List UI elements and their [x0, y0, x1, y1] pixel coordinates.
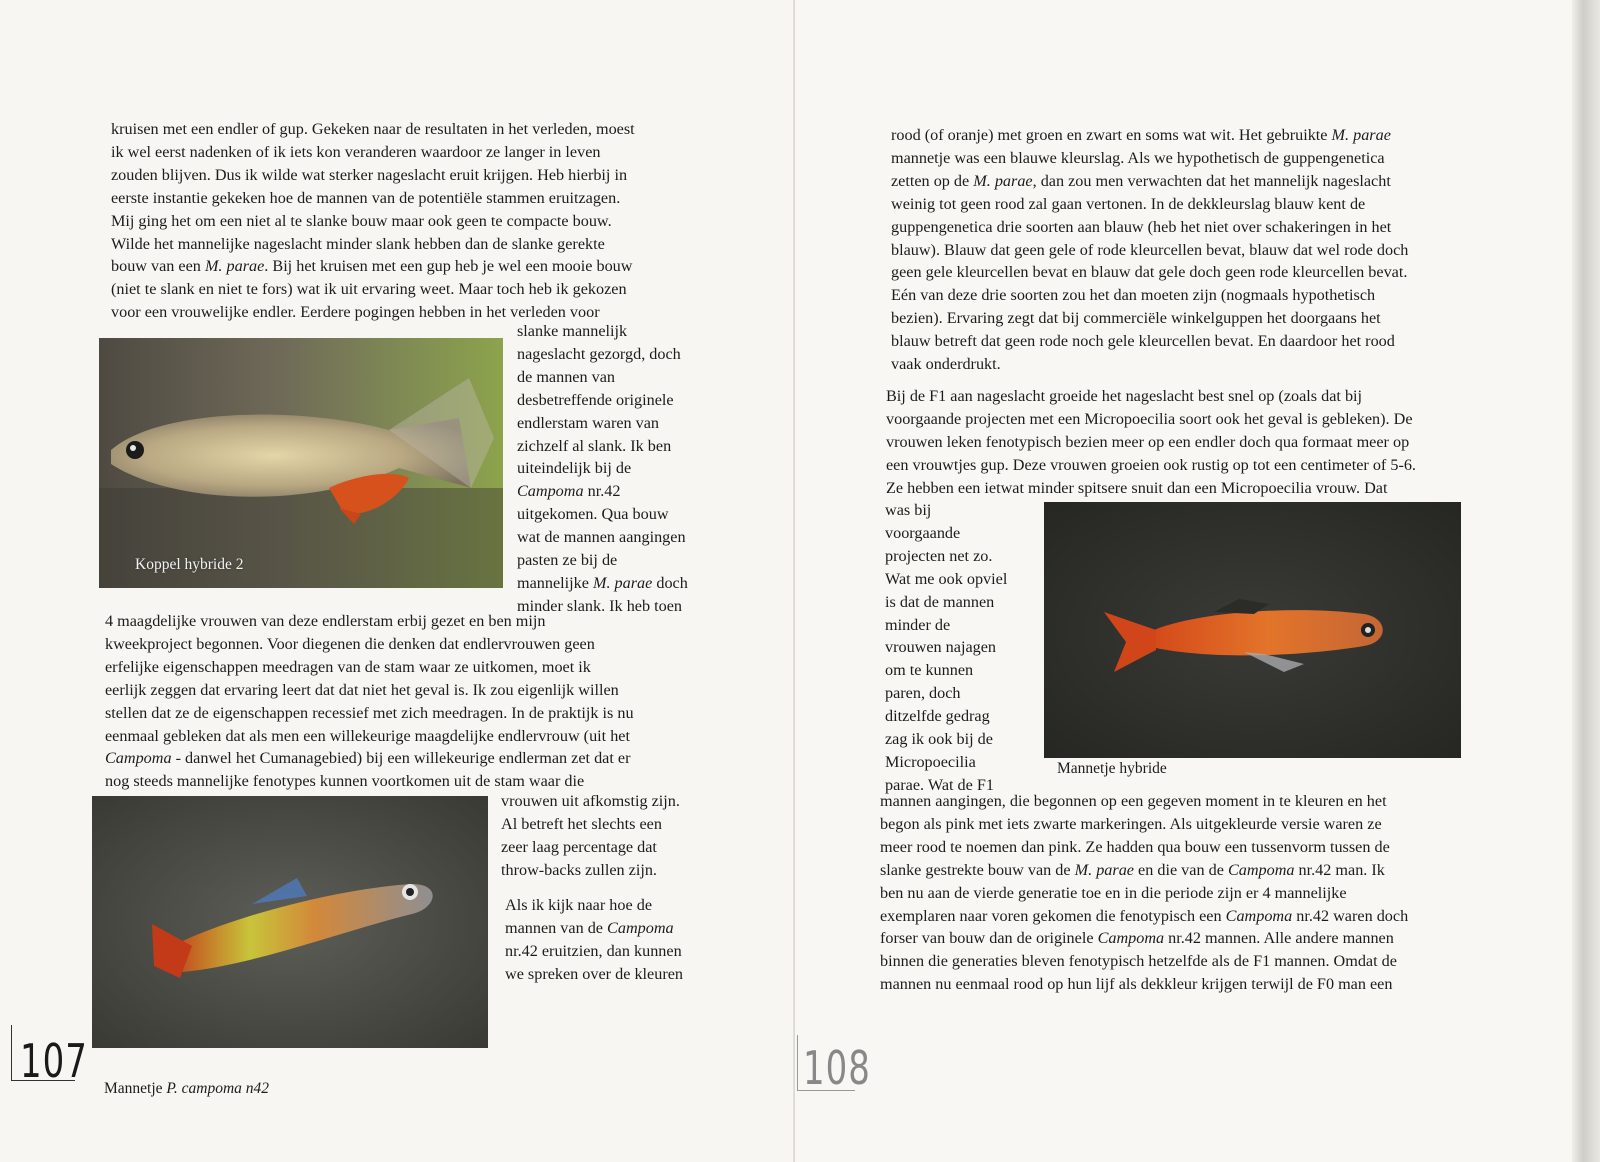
left-page — [0, 0, 795, 1162]
text-line: weinig tot geen rood zal gaan vertonen. In de dekkleurslag blauw kent de — [891, 194, 1366, 213]
text-run: nr.42 mannen. Alle andere mannen — [1164, 929, 1394, 948]
text-line — [880, 905, 1408, 928]
text-run: doch — [652, 573, 688, 592]
species-name: Campoma — [1225, 906, 1293, 925]
text-run: rood (of oranje) met groen en zwart en soms wat wit. Het gebruikte — [891, 126, 1332, 144]
text-line: minder de — [885, 615, 951, 634]
species-name: Campoma — [105, 749, 172, 768]
text-line: ik wel eerst nadenken of ik iets kon veranderen waardoor ze langer in leven — [111, 142, 601, 161]
text-run: mannelijke — [517, 573, 593, 592]
text-line: kweekproject begonnen. Voor diegenen die denken dat endlervrouwen geen — [105, 634, 595, 653]
left-middle-text — [105, 610, 634, 793]
text-line: vrouwen najagen — [885, 638, 997, 657]
text-line: de mannen van — [517, 367, 615, 386]
text-line: endlerstam waren van — [517, 413, 660, 432]
page-number-rule — [797, 1035, 798, 1090]
text-line: vrouwen leken fenotypisch bezien meer op een endler doch qua formaat meer op — [886, 432, 1410, 451]
page-number-rule — [11, 1025, 12, 1080]
text-run: zetten op de — [891, 171, 974, 190]
left-side-column-3 — [505, 894, 683, 986]
text-line: nr.42 eruitzien, dan kunnen — [505, 941, 682, 960]
text-line: meer rood te noemen dan pink. Ze hadden qua bouw een tussenvorm tussen de — [880, 837, 1390, 856]
text-line: (niet te slank en niet te fors) wat ik uit ervaring weet. Maar toch heb ik gekozen — [111, 280, 627, 299]
text-line: we spreken over de kleuren — [505, 964, 683, 983]
text-run: nr.42 — [583, 482, 621, 501]
photo-koppel-hybride — [99, 338, 503, 588]
text-line: bezien). Ervaring zegt dat bij commerciële winkelguppen het doorgaans het — [891, 309, 1381, 328]
text-line: guppengenetica drie soorten aan blauw (heb het niet over schakeringen in het — [891, 217, 1392, 236]
text-line: Eén van deze drie soorten zou het dan moeten zijn (nogmaals hypothetisch — [891, 286, 1376, 305]
text-line: pasten ze bij de — [517, 551, 618, 570]
species-name: M. parae — [973, 171, 1033, 190]
text-line: vrouwen uit afkomstig zijn. — [501, 792, 680, 810]
species-name: Campoma — [517, 482, 584, 501]
text-line: nog steeds mannelijke fenotypes kunnen voortkomen uit de stam waar die — [105, 772, 585, 791]
photo-caption: Koppel hybride 2 — [135, 556, 244, 573]
species-name: Campoma — [607, 918, 674, 937]
text-line: Wilde het mannelijke nageslacht minder slank hebben dan de slanke gerekte — [111, 234, 605, 253]
text-line: erfelijke eigenschappen meedragen van de stam waar ze uitkomen, moet ik — [105, 657, 591, 676]
fish-photo-3 — [1044, 502, 1461, 758]
text-line: zichzelf al slank. Ik ben — [517, 436, 672, 455]
text-line — [891, 170, 1408, 193]
right-paragraph-2 — [886, 385, 1416, 500]
left-top-text — [111, 118, 635, 324]
text-line: mannen nu eenmaal rood op hun lijf als dekkleur krijgen terwijl de F0 man een — [880, 975, 1393, 994]
text-line — [517, 480, 688, 503]
text-line: zouden blijven. Dus ik wilde wat sterker nageslacht eruit krijgen. Heb hierbij in — [111, 165, 628, 184]
text-line: vaak onderdrukt. — [891, 355, 1001, 374]
species-name: P. campoma n42 — [166, 1080, 270, 1097]
text-run: en die van de — [1133, 860, 1228, 879]
text-line: Bij de F1 aan nageslacht groeide het nageslacht best snel op (zoals dat bij — [886, 387, 1363, 405]
text-line: om te kunnen — [885, 661, 974, 680]
text-line: kruisen met een endler of gup. Gekeken naar de resultaten in het verleden, moest — [111, 120, 635, 138]
text-line: eerlijk zeggen dat ervaring leert dat dat niet het geval is. Ik zou eigenlijk willen — [105, 680, 619, 699]
text-run: . Bij het kruisen met een gup heb je wel een mooie bouw — [264, 257, 633, 276]
right-bottom-text — [880, 790, 1408, 996]
text-run: Mannetje — [104, 1080, 167, 1097]
text-line: blauw). Blauw dat geen gele of rode kleurcellen bevat, blauw dat wel rode doch — [891, 240, 1409, 259]
text-line: minder slank. Ik heb toen — [517, 596, 682, 615]
text-line: voorgaande projecten met een Micropoecilia soort ook het geval is gebleken). De — [886, 409, 1413, 428]
text-line: Micropoecilia — [885, 752, 976, 771]
species-name: M. parae — [592, 573, 653, 592]
text-line: blauw betreft dat geen rode noch gele kleurcellen bevat. En daardoor het rood — [891, 332, 1395, 351]
text-line: mannetje was een blauwe kleurslag. Als we hypothetisch de guppengenetica — [891, 148, 1385, 167]
photo-caption: Mannetje hybride — [1057, 760, 1167, 777]
scan-right-edge — [1572, 0, 1600, 1162]
text-run: mannen van de — [505, 918, 608, 937]
text-line — [505, 917, 683, 940]
text-line: eenmaal gebleken dat als men een willekeurige maagdelijke endlervrouw (uit het — [105, 726, 630, 745]
text-line — [111, 255, 635, 278]
text-line: Al betreft het slechts een — [501, 814, 662, 833]
text-line: wat de mannen aangingen — [517, 528, 686, 547]
text-line — [880, 927, 1408, 950]
text-run: nr.42 man. Ik — [1294, 860, 1385, 879]
text-line: binnen die generaties bleven fenotypisch hetzelfde als de F1 mannen. Omdat de — [880, 952, 1397, 971]
text-line: eerste instantie gekeken hoe de mannen van de potentiële stammen eruitzagen. — [111, 188, 621, 207]
text-line: throw-backs zullen zijn. — [501, 860, 657, 879]
text-line: nageslacht gezorgd, doch — [517, 344, 681, 363]
text-line: ditzelfde gedrag — [885, 707, 990, 726]
text-line: begon als pink met iets zwarte markeringen. Als uitgekleurde versie waren ze — [880, 814, 1382, 833]
text-run: nr.42 waren doch — [1292, 906, 1409, 925]
text-line: uitgekomen. Qua bouw — [517, 505, 669, 524]
right-side-column — [885, 499, 1007, 797]
photo-caption — [104, 1080, 269, 1098]
text-run: forser van bouw dan de originele — [880, 929, 1098, 948]
fish-photo-1 — [99, 338, 503, 588]
left-side-column-1 — [517, 320, 688, 618]
text-run: bouw van een — [111, 257, 205, 276]
text-line: Ze hebben een ietwat minder spitsere snuit dan een Micropoecilia vrouw. Dat — [886, 478, 1388, 497]
text-line: is dat de mannen — [885, 592, 995, 611]
text-line: voor een vrouwelijke endler. Eerdere pogingen hebben in het verleden voor — [111, 303, 600, 322]
text-line: geen gele kleurcellen bevat en blauw dat gele doch geen rode kleurcellen bevat. — [891, 263, 1408, 282]
text-line: mannen aangingen, die begonnen op een gegeven moment in te kleuren en het — [880, 792, 1387, 810]
fish-photo-2 — [92, 796, 488, 1048]
text-line: uiteindelijk bij de — [517, 459, 632, 478]
photo-mannetje-campoma — [92, 796, 488, 1048]
text-line: projecten net zo. — [885, 546, 993, 565]
species-name: Campoma — [1227, 860, 1295, 879]
species-name: M. parae — [204, 257, 265, 276]
text-line: ben nu aan de vierde generatie toe en in die periode zijn er 4 mannelijke — [880, 883, 1347, 902]
text-line: paren, doch — [885, 684, 961, 703]
right-page — [795, 0, 1600, 1162]
text-line — [880, 859, 1408, 882]
page-number: 108 — [803, 1042, 871, 1096]
text-run: , dan zou men verwachten dat het mannelijk nageslacht — [1032, 171, 1391, 190]
text-line: zag ik ook bij de — [885, 730, 993, 749]
text-run: - danwel het Cumanagebied) bij een willekeurige endlerman zet dat er — [171, 749, 631, 768]
text-line — [517, 572, 688, 595]
text-line: voorgaande — [885, 523, 961, 542]
text-line: stellen dat ze de eigenschappen recessief met zich meedragen. In de praktijk is nu — [105, 703, 634, 722]
page-number: 107 — [20, 1035, 88, 1089]
text-run: exemplaren naar voren gekomen die fenotypisch een — [880, 906, 1226, 925]
text-line: zeer laag percentage dat — [501, 837, 657, 856]
species-name: Campoma — [1097, 929, 1165, 948]
text-line: Wat me ook opviel — [885, 569, 1008, 588]
text-line: slanke mannelijk — [517, 322, 628, 340]
text-line: Mij ging het om een niet al te slanke bouw maar ook geen te compacte bouw. — [111, 211, 612, 230]
text-line: desbetreffende originele — [517, 390, 674, 409]
text-line: 4 maagdelijke vrouwen van deze endlerstam erbij gezet en ben mijn — [105, 612, 546, 630]
photo-mannetje-hybride — [1044, 502, 1461, 758]
right-top-text — [891, 124, 1408, 376]
text-line: was bij — [885, 501, 932, 519]
text-line: een vrouwtjes gup. Deze vrouwen groeien ook rustig op tot een centimeter of 5-6. — [886, 455, 1416, 474]
text-line: parae. Wat de F1 — [885, 775, 994, 794]
left-side-column-2 — [501, 790, 680, 882]
text-line: Als ik kijk naar hoe de — [505, 896, 652, 914]
species-name: M. parae — [1331, 126, 1391, 144]
text-line — [891, 124, 1408, 147]
text-run: slanke gestrekte bouw van de — [880, 860, 1075, 879]
text-line — [105, 747, 634, 770]
species-name: M. parae — [1074, 860, 1134, 879]
